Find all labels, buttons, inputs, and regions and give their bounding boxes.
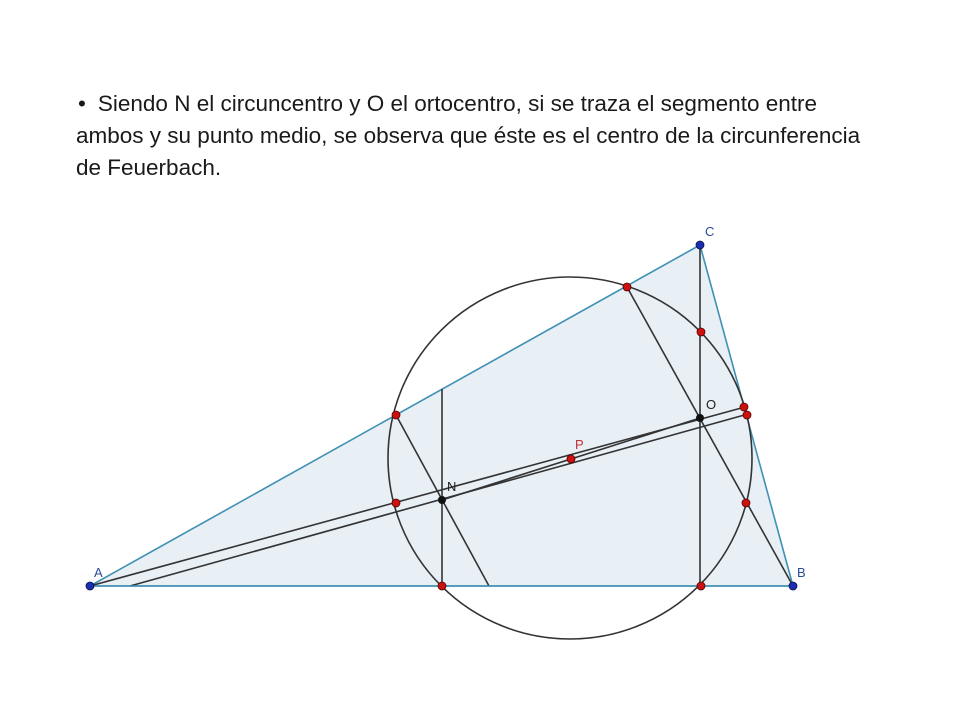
point-o [696,414,704,422]
label-b: B [797,565,806,580]
vertex-c [696,241,704,249]
label-n: N [447,479,457,494]
nine-point-midpoint-ac [392,411,400,419]
label-o: O [706,397,717,412]
nine-point-foot-c [697,582,705,590]
point-p [567,455,575,463]
paragraph: Siendo N el circuncentro y O el ortocentro, si se traza el segmento entre ambos y su punto medio, se observa que éste es el centro de la circunferencia de Feuerbach. [76,91,861,180]
nine-point-midpoint-ab [438,582,446,590]
nine-point-foot-a-1 [740,403,748,411]
bullet: • [78,91,86,116]
label-c: C [705,224,715,239]
nine-point-foot-a-2 [743,411,751,419]
nine-point-mid-oa [392,499,400,507]
vertex-a [86,582,94,590]
nine-point-mid-oc [697,328,705,336]
nine-point-foot-b [623,283,631,291]
point-n [438,496,446,504]
label-a: A [94,565,103,580]
vertex-b [789,582,797,590]
label-p: P [575,437,584,452]
nine-point-mid-ob [742,499,750,507]
